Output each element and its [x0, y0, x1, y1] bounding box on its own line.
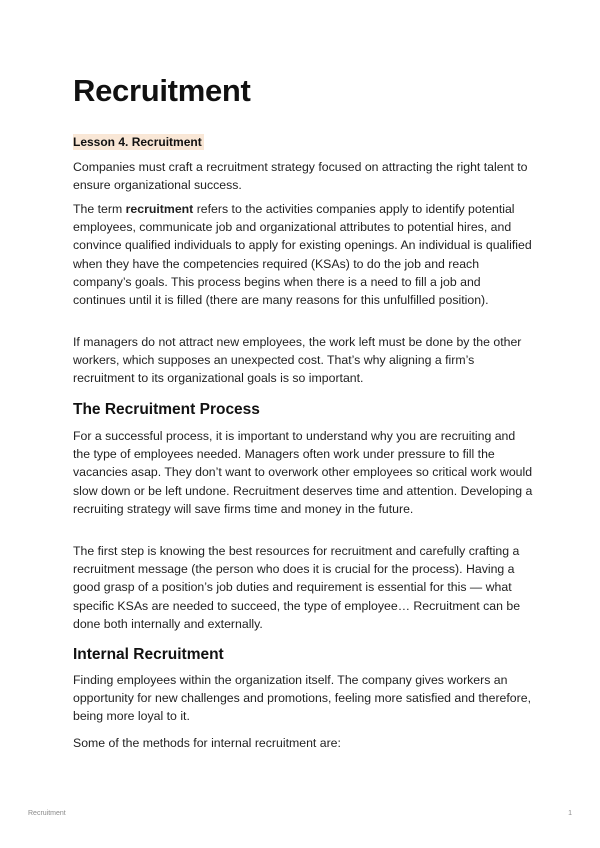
- cost-paragraph: If managers do not attract new employees, the work left must be done by the other workers, which supposes an unexpected cost. That’s why aligning a firm’s recruitment to its organizational goals is so important.: [73, 335, 522, 386]
- process-paragraph-2: The first step is knowing the best resources for recruitment and carefully crafting a recruitment message (the person who does it is crucial for the process). Having a good grasp of a position’s job duties and requirement is essential for this — what specific KSAs are needed to succeed, the type of employee… Recruitment can be done both internally and externally.: [73, 544, 521, 631]
- page-title: Recruitment: [73, 73, 251, 108]
- definition-rest: refers to the activities companies apply to identify potential employees, communicate job and organizational attributes to potential hires, and convince qualified individuals to apply for existing openings. An individual is qualified when they have the competencies required (KSAs) to do the job and reach company’s goals. This process begins when there is a need to fill a job and continues until it is filled (there are many reasons for this unfulfilled position).: [73, 202, 532, 308]
- definition-prefix: The term: [73, 202, 126, 216]
- process-paragraph-1: For a successful process, it is important to understand why you are recruiting and the type of employees needed. Managers often work under pressure to fill the vacancies asap. They don’t want to overwork other employees so critical work would slow down or be left undone. Recruitment deserves time and attention. Developing a recruiting strategy will save firms time and money in the future.: [73, 429, 533, 516]
- definition-keyword: recruitment: [125, 202, 194, 216]
- definition-paragraph: [73, 200, 533, 309]
- intro-paragraph: Companies must craft a recruitment strategy focused on attracting the right talent to ensure organizational success.: [73, 160, 528, 193]
- footer-document-name: Recruitment: [28, 810, 66, 817]
- lesson-label: Lesson 4. Recruitment: [73, 135, 202, 149]
- internal-paragraph-2: Some of the methods for internal recruitment are:: [73, 736, 341, 750]
- footer-page-number: 1: [568, 810, 572, 817]
- internal-paragraph-1: Finding employees within the organization itself. The company gives workers an opportunity for new challenges and promotions, feeling more satisfied and therefore, being more loyal to it.: [73, 673, 531, 724]
- section-heading-internal: Internal Recruitment: [73, 646, 224, 663]
- section-heading-process: The Recruitment Process: [73, 401, 260, 418]
